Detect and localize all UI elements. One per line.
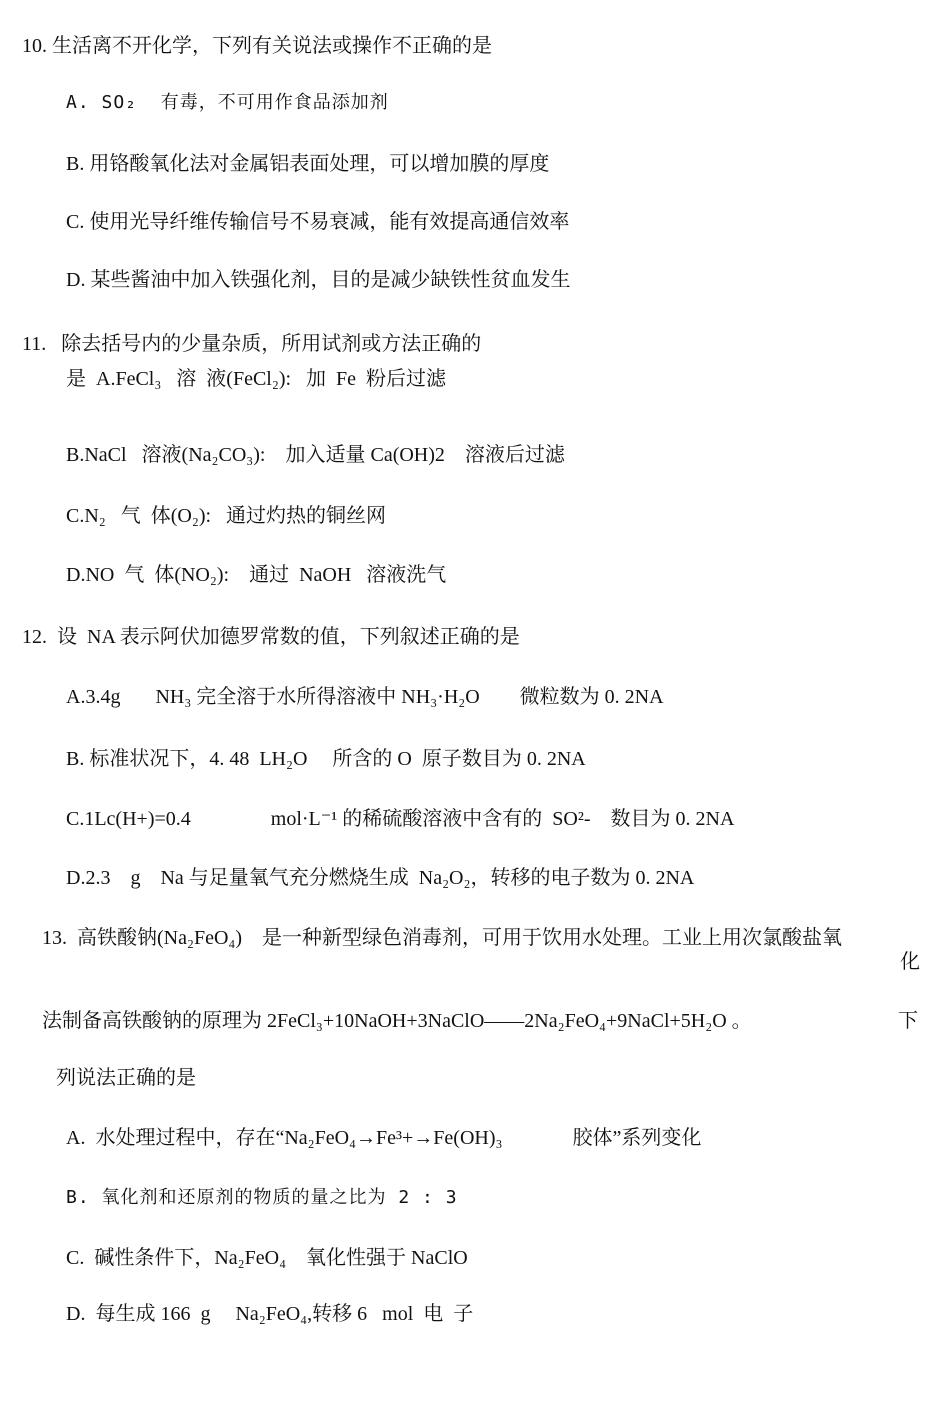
question-13-stem-line2-end: 下 — [898, 1010, 918, 1032]
question-13-stem-wrap: 化 — [900, 951, 920, 973]
question-11-stem: 11. 除去括号内的少量杂质，所用试剂或方法正确的 — [22, 333, 482, 355]
question-13-option-b: B. 氧化剂和还原剂的物质的量之比为 2 : 3 — [66, 1187, 458, 1208]
question-13-option-c: C. 碱性条件下，Na₂FeO₄ 氧化性强于 NaClO — [66, 1247, 468, 1269]
question-11-option-d: D.NO 气 体(NO₂): 通过 NaOH 溶液洗气 — [66, 564, 447, 586]
question-10-option-c: C. 使用光导纤维传输信号不易衰减，能有效提高通信效率 — [66, 211, 570, 233]
question-12-option-d: D.2.3 g Na 与足量氧气充分燃烧生成 Na₂O₂，转移的电子数为 0. 2NA — [66, 867, 695, 889]
question-12-option-c: C.1Lc(H+)=0.4 mol·L⁻¹ 的稀硫酸溶液中含有的 SO²- 数目为 0. 2NA — [66, 808, 735, 830]
question-12-option-a: A.3.4g NH₃ 完全溶于水所得溶液中 NH₃·H₂O 微粒数为 0. 2NA — [66, 686, 664, 708]
question-12-option-b: B. 标准状况下，4. 48 LH₂O 所含的 O 原子数目为 0. 2NA — [66, 748, 586, 770]
question-11-option-b: B.NaCl 溶液(Na₂CO₃): 加入适量 Ca(OH)2 溶液后过滤 — [66, 444, 565, 466]
question-11-stem-continued: 是 A.FeCl₃ 溶 液(FeCl₂): 加 Fe 粉后过滤 — [66, 368, 447, 390]
question-13-stem: 13. 高铁酸钠(Na₂FeO₄) 是一种新型绿色消毒剂，可用于饮用水处理。工业上用次氯酸盐氧 — [42, 927, 843, 949]
question-13-option-d: D. 每生成 166 g Na₂FeO₄,转移 6 mol 电 子 — [66, 1303, 474, 1325]
question-10-stem: 10. 生活离不开化学，下列有关说法或操作不正确的是 — [22, 35, 492, 57]
question-13-stem-line3: 列说法正确的是 — [56, 1067, 196, 1089]
question-13-stem-line2: 法制备高铁酸钠的原理为 2FeCl₃+10NaOH+3NaClO——2Na₂FeO₄+9NaCl+5H₂O 。 — [42, 1010, 752, 1032]
question-11-option-c: C.N₂ 气 体(O₂): 通过灼热的铜丝网 — [66, 505, 387, 527]
question-12-stem: 12. 设 NA 表示阿伏加德罗常数的值，下列叙述正确的是 — [22, 626, 520, 648]
question-10-option-b: B. 用铬酸氧化法对金属铝表面处理，可以增加膜的厚度 — [66, 153, 550, 175]
question-10-option-a: A. SO₂ 有毒，不可用作食品添加剂 — [66, 92, 389, 113]
question-10-option-d: D. 某些酱油中加入铁强化剂，目的是减少缺铁性贫血发生 — [66, 269, 571, 291]
question-13-option-a: A. 水处理过程中，存在“Na₂FeO₄→Fe³+→Fe(OH)₃ 胶体”系列变化 — [66, 1127, 702, 1149]
